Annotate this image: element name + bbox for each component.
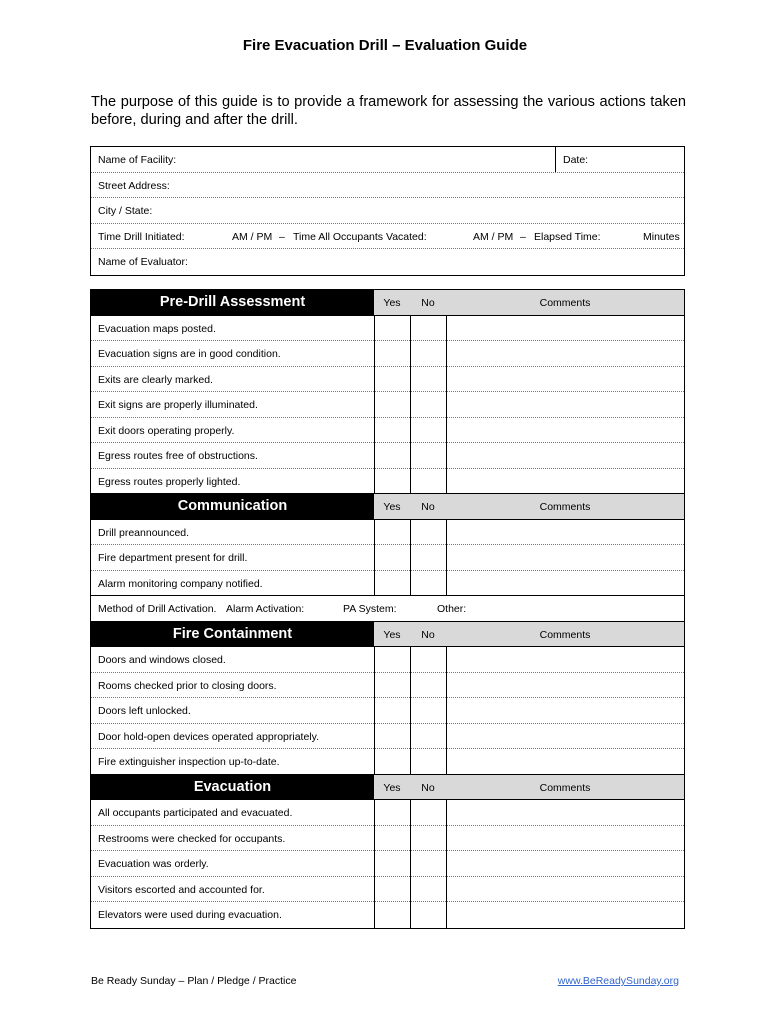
table-row	[91, 902, 684, 928]
item-label: Fire department present for drill.	[98, 552, 248, 564]
table-row	[91, 826, 684, 852]
table-row	[91, 698, 684, 724]
other-label: Other:	[437, 603, 467, 615]
ampm-2: AM / PM	[473, 230, 514, 243]
table-row	[91, 877, 684, 903]
col-comments: Comments	[539, 297, 591, 309]
table-row	[91, 316, 684, 342]
section-title-evacuation: Evacuation	[91, 775, 374, 800]
facility-label: Name of Facility:	[98, 154, 177, 166]
item-label: Drill preannounced.	[98, 526, 190, 539]
col-no: No	[421, 628, 435, 641]
ampm-1: AM / PM	[232, 230, 273, 243]
col-comments: Comments	[539, 628, 591, 641]
footer-tagline: Be Ready Sunday – Plan / Pledge / Practice	[91, 975, 297, 987]
section-header-pre-drill	[91, 290, 684, 316]
intro-paragraph: The purpose of this guide is to provide a framework for assessing the various actions taken before, during and after the drill.	[91, 94, 686, 128]
col-no: No	[421, 297, 435, 309]
item-label: Evacuation was orderly.	[98, 858, 209, 870]
item-label: Rooms checked prior to closing doors.	[98, 679, 277, 692]
date-label: Date:	[563, 154, 589, 166]
footer-link[interactable]: www.BeReadySunday.org	[557, 975, 679, 987]
alarm-activation-label: Alarm Activation:	[226, 603, 305, 615]
city-label: City / State:	[98, 205, 153, 217]
evaluator-row	[91, 249, 684, 275]
item-label: Evacuation signs are in good condition.	[98, 348, 281, 360]
col-yes: Yes	[383, 781, 401, 794]
dash-2: –	[520, 230, 526, 243]
col-comments: Comments	[539, 781, 591, 794]
section-header-evacuation	[91, 775, 684, 801]
table-row	[91, 647, 684, 673]
evaluator-label: Name of Evaluator:	[98, 256, 188, 268]
col-yes: Yes	[383, 501, 401, 513]
table-row	[91, 571, 684, 597]
item-label: Elevators were used during evacuation.	[98, 909, 282, 921]
section-header-containment	[91, 622, 684, 648]
method-row	[91, 596, 684, 622]
item-label: Egress routes properly lighted.	[98, 475, 241, 488]
item-label: Fire extinguisher inspection up-to-date.	[98, 756, 280, 768]
section-header-communication	[91, 494, 684, 520]
item-label: Exit signs are properly illuminated.	[98, 399, 258, 411]
table-row	[91, 673, 684, 699]
table-row	[91, 341, 684, 367]
table-row	[91, 418, 684, 444]
item-label: Evacuation maps posted.	[98, 322, 216, 335]
city-row	[91, 198, 684, 224]
section-title-pre-drill: Pre-Drill Assessment	[91, 290, 374, 315]
table-row	[91, 520, 684, 546]
item-label: All occupants participated and evacuated.	[98, 807, 293, 819]
section-title-containment: Fire Containment	[91, 622, 374, 647]
table-row	[91, 392, 684, 418]
pa-system-label: PA System:	[343, 603, 397, 615]
item-label: Visitors escorted and accounted for.	[98, 883, 265, 896]
time-row	[91, 224, 684, 250]
item-label: Alarm monitoring company notified.	[98, 577, 263, 590]
street-row	[91, 173, 684, 199]
col-no: No	[421, 501, 435, 513]
section-title-communication: Communication	[91, 494, 374, 519]
col-yes: Yes	[383, 297, 401, 309]
table-row	[91, 367, 684, 393]
page-title: Fire Evacuation Drill – Evaluation Guide	[242, 37, 528, 54]
item-label: Egress routes free of obstructions.	[98, 450, 258, 462]
facility-row	[91, 147, 684, 173]
table-row	[91, 800, 684, 826]
method-label: Method of Drill Activation.	[98, 603, 217, 615]
col-yes: Yes	[383, 628, 401, 641]
table-row	[91, 724, 684, 750]
street-label: Street Address:	[98, 179, 170, 192]
item-label: Doors left unlocked.	[98, 705, 191, 717]
item-label: Door hold-open devices operated appropriately.	[98, 730, 320, 743]
assessment-table	[90, 289, 685, 929]
time-initiated-label: Time Drill Initiated:	[98, 230, 185, 243]
table-row	[91, 749, 684, 775]
table-row	[91, 851, 684, 877]
col-comments: Comments	[539, 501, 591, 513]
table-row	[91, 469, 684, 495]
item-label: Exits are clearly marked.	[98, 373, 213, 386]
table-row	[91, 545, 684, 571]
col-no: No	[421, 781, 435, 794]
facility-info-box	[90, 146, 685, 276]
item-label: Restrooms were checked for occupants.	[98, 832, 286, 845]
item-label: Exit doors operating properly.	[98, 424, 235, 437]
dash-1: –	[279, 230, 285, 243]
minutes-label: Minutes	[643, 230, 680, 243]
table-row	[91, 443, 684, 469]
item-label: Doors and windows closed.	[98, 654, 226, 666]
time-vacated-label: Time All Occupants Vacated:	[293, 230, 427, 243]
elapsed-label: Elapsed Time:	[534, 230, 601, 243]
